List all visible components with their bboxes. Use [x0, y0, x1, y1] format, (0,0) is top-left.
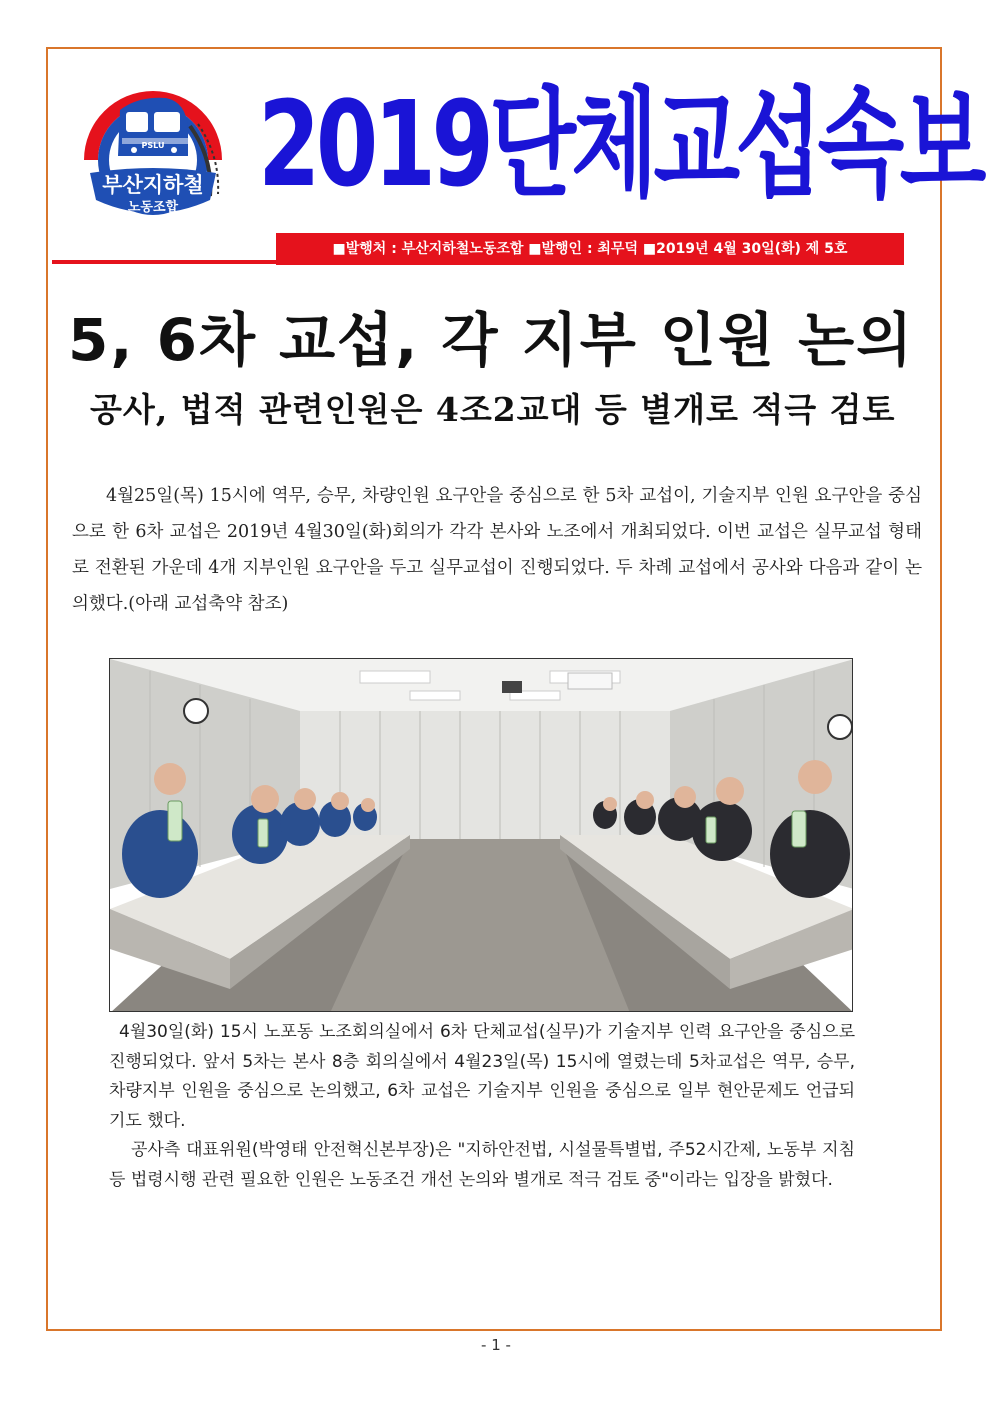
train-badge: PSLU [141, 141, 165, 150]
union-name: 부산지하철 [102, 173, 204, 197]
caption-paragraph-2: 공사측 대표위원(박영태 안전혁신본부장)은 "지하안전법, 시설물특별법, 주52시간제, 노동부 지침 등 법령시행 관련 필요한 인원은 노동조건 개선 논의와 별개로 적극 검토 중"이라는 입장을 밝혔다. [109, 1140, 855, 1190]
meeting-photo [109, 658, 853, 1012]
article-headline: 5, 6차 교섭, 각 지부 인원 논의 [68, 306, 915, 374]
masthead-rule [52, 260, 276, 264]
article-subheadline: 공사, 법적 관련인원은 4조2교대 등 별개로 적극 검토 [90, 390, 896, 429]
union-logo [78, 68, 228, 228]
masthead-title: 2019단체교섭속보 [258, 75, 982, 213]
article-body: 4월25일(목) 15시에 역무, 승무, 차량인원 요구안을 중심으로 한 5차 교섭이, 기술지부 인원 요구안을 중심으로 한 6차 교섭은 2019년 4월30일(화)회의가 각각 본사와 노조에서 개최되었다. 이번 교섭은 실무교섭 형태로 전환된 가운데 4개 지부인원 요구안을 두고 실무교섭이 진행되었다. 두 차례 교섭에서 공사와 다음과 같이 논의했다.(아래 교섭축약 참조) [72, 486, 922, 614]
publication-info-bar: ■발행처 : 부산지하철노동조합 ■발행인 : 최무덕 ■2019년 4월 30일(화) 제 5호 [276, 233, 904, 265]
photo-caption [109, 1018, 855, 1195]
page-number: - 1 - [481, 1336, 511, 1354]
union-sub: 노동조합 [127, 200, 179, 215]
caption-paragraph-1: 4월30일(화) 15시 노포동 노조회의실에서 6차 단체교섭(실무)가 기술지부 인력 요구안을 중심으로 진행되었다. 앞서 5차는 본사 8층 회의실에서 4월23일(목) 15시에 열렸는데 5차교섭은 역무, 승무, 차량지부 인원을 중심으로 논의했고, 6차 교섭은 기술지부 인원을 중심으로 일부 현안문제도 언급되기도 했다. [109, 1022, 855, 1131]
